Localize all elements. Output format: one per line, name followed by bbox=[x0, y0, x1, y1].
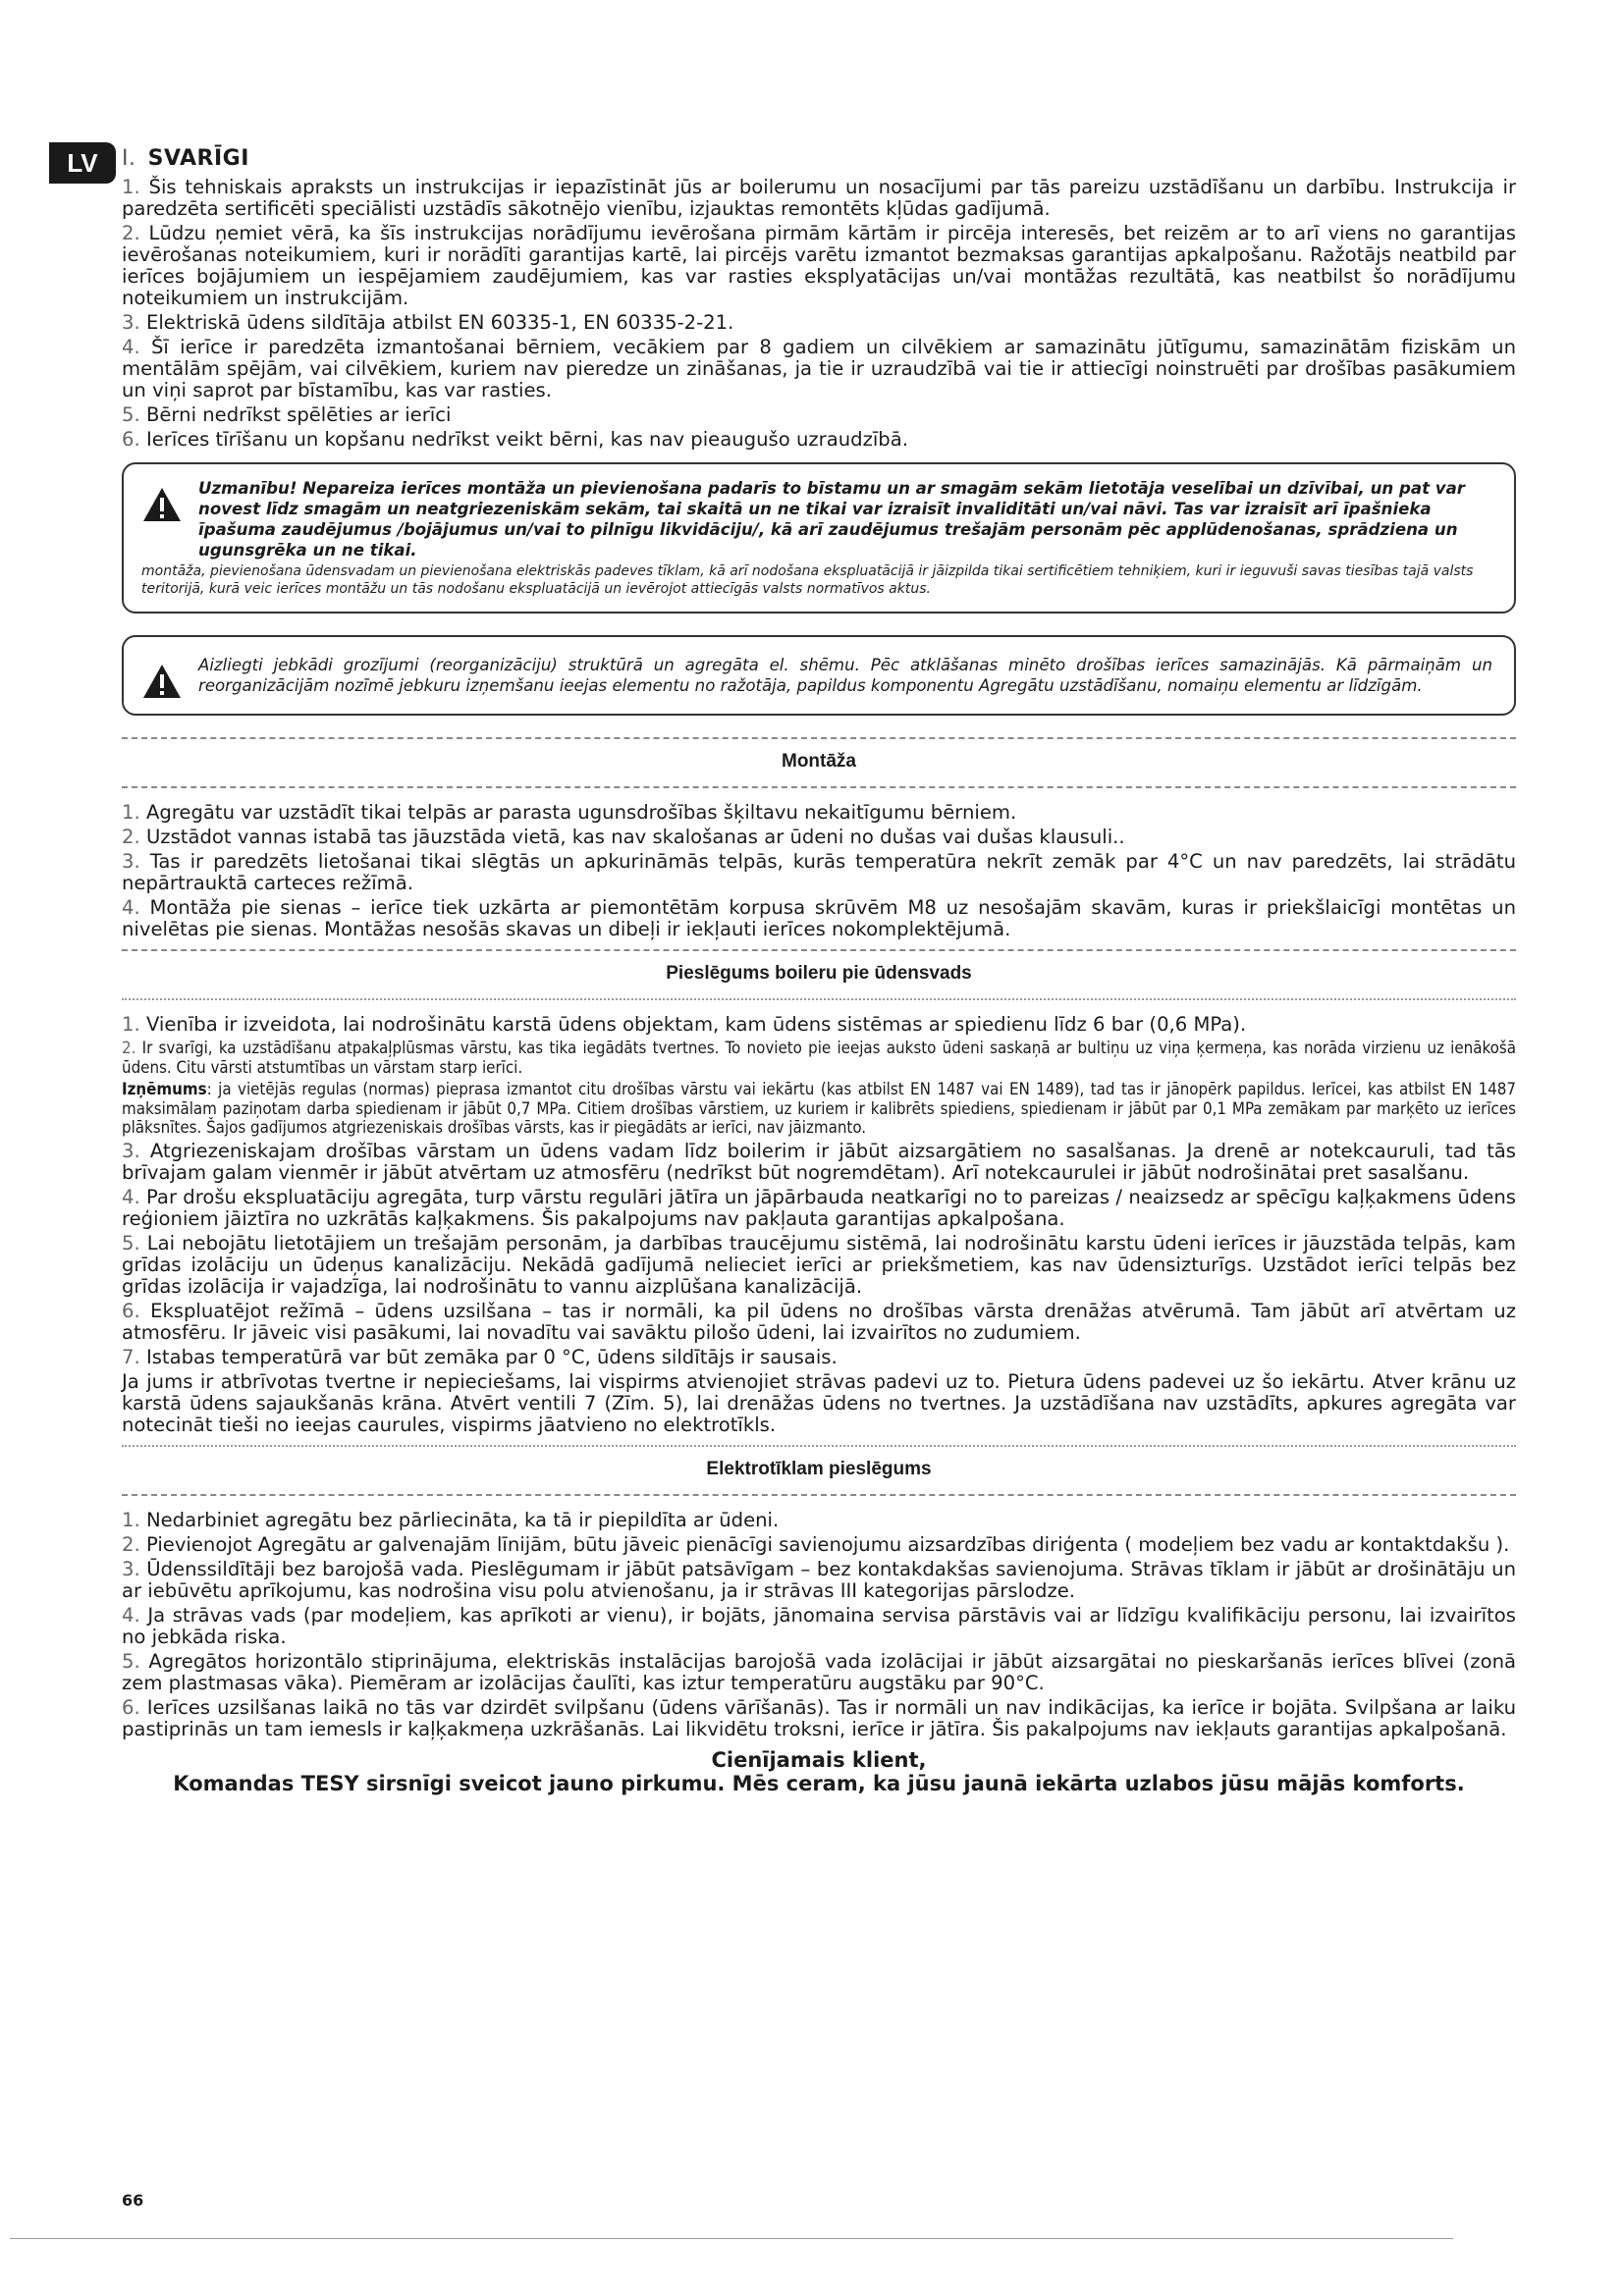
closing-greeting: Cienījamais klient, bbox=[711, 1747, 927, 1772]
item-text: Istabas temperatūrā var būt zemāka par 0 °C, ūdens sildītājs ir sausais. bbox=[145, 1345, 838, 1368]
item-number: 5. bbox=[122, 1649, 140, 1673]
item-number: 4. bbox=[122, 336, 140, 358]
list-item bbox=[122, 223, 1516, 309]
list-item bbox=[122, 897, 1516, 940]
list-item bbox=[122, 1534, 1516, 1556]
list-item bbox=[122, 404, 1516, 426]
heading-pieslegums: Pieslēgums boileru pie ūdensvads bbox=[666, 963, 972, 984]
heading-montaza: Montāža bbox=[782, 751, 856, 772]
item-text: Nedarbiniet agregātu bez pārliecināta, ka tā ir piepildīta ar ūdeni. bbox=[145, 1508, 780, 1531]
item-number: 4. bbox=[122, 896, 140, 919]
warning-triangle-icon bbox=[141, 663, 183, 700]
list-item bbox=[122, 802, 1516, 824]
list-item bbox=[122, 312, 1516, 334]
language-tab: LV bbox=[49, 142, 116, 184]
item-number: 4. bbox=[122, 1185, 140, 1208]
item-number: 2. bbox=[122, 1532, 140, 1556]
item-text: Lai nebojātu lietotājiem un trešajām personām, ja darbības traucējumu sistēmā, lai nodrošinātu karstu ūdeni ierīces ir jāuzstāda telpās, kam grīdas izolāciju un ūdeņus kanalizāciju. Nekādā gadījumā nelieciet ierīci ar priekšmetiem, kas nav ūdensizturīgs. Uzstādot ierīci telpās bez grīdas izolācija ir vajadzīga, lai nodrošinātu to vannu aizplūšana kanalizācijā. bbox=[122, 1231, 1516, 1298]
item-number: 6. bbox=[122, 1299, 140, 1322]
page-content bbox=[122, 142, 1516, 1795]
item-number: 1. bbox=[122, 176, 140, 198]
item-text: Šis tehniskais apraksts un instrukcijas ir iepazīstināt jūs ar boilerumu un nosacījumi par tās pareizu uzstādīšanu un darbību. Instrukcija ir paredzēta sertificēti speciālisti uzstādīs sākotnējo vienību, izjauktas remontēts kļūdas gadījumā. bbox=[122, 176, 1516, 220]
list-item bbox=[122, 1187, 1516, 1230]
item-text: Par drošu ekspluatāciju agregāta, turp vārstu regulāri jātīra un jāpārbauda neatkarīgi no to pareizas / neaizsedz ar spēcīgu kaļķakmens ūdens reģioniem jāiztīra no uzkrātās kaļķakmens. Šis pakalpojums nav pakļauta garantijas apkalpošana. bbox=[122, 1185, 1516, 1230]
item-text: Šī ierīce ir paredzēta izmantošanai bērniem, vecākiem par 8 gadiem un cilvēkiem ar samazinātu jūtīgumu, samazinātām fiziskām un mentālām spējām, vai cilvēkiem, kuriem nav pieredze un zināšanas, ja tie ir uzraudzībā vai tie ir attiecīgi noinstruēti par drošības pasākumiem un viņi saprot par bīstamību, kas var rasties. bbox=[122, 336, 1516, 401]
list-item bbox=[122, 1141, 1516, 1184]
warning-detail-text: montāža, pievienošana ūdensvadam un pievienošana elektriskās padeves tīklam, kā arī nodošana ekspluatācijā ir jāizpilda tikai sertificētiem tehniķiem, kuri ir ieguvuši savas tiesības tajā valsts teritorijā, kurā veic ierīces montāžu un tās nodošanu ekspluatācijā un ievērojot attiecīgās valsts normatīvos aktus. bbox=[141, 563, 1474, 597]
item-text: Lūdzu ņemiet vērā, ka šīs instrukcijas norādījumu ievērošana pirmām kārtām ir pircēja interesēs, bet reizēm ar to arī viens no garantijas ievērošanas noteikumiem, kuri ir norādīti garantijas kartē, lai pircējs varētu izmantot bezmaksas garantijas apkalpošanu. Ražotājs neatbild par ierīces bojājumiem un iespējamiem zaudējumiem, kas var rasties eksplуatācijas un/vai montāžas rezultātā, kas neatbilst šo norādījumu noteikumiem un instrukcijām. bbox=[122, 222, 1516, 309]
item-number: 6. bbox=[122, 428, 140, 451]
item-text: Tas ir paredzēts lietošanai tikai slēgtās un apkurināmās telpās, kurās temperatūra nekrīt zemāk par 4°C un nav paredzēts, lai strādātu nepārtrauktā carteces režīmā. bbox=[122, 850, 1516, 894]
item-number: 2. bbox=[122, 826, 140, 848]
item-text: Elektriskā ūdens sildītāja atbilst EN 60335-1, EN 60335-2-21. bbox=[145, 311, 734, 334]
heading-elektro: Elektrotīklam pieslēgums bbox=[706, 1458, 932, 1479]
list-item bbox=[122, 429, 1516, 451]
elektro-list bbox=[122, 1510, 1516, 1740]
important-list bbox=[122, 177, 1516, 451]
item-text: Uzstādot vannas istabā tas jāuzstāda vietā, kas nav skalošanas ar ūdeni no dušas vai dušas klausuli.. bbox=[145, 826, 1125, 848]
list-item bbox=[122, 827, 1516, 848]
item-text: Bērni nedrīkst spēlēties ar ierīci bbox=[145, 403, 452, 426]
closing-text: Komandas TESY sirsnīgi sveicot jauno pirkumu. Mēs ceram, ka jūsu jaunā iekārta uzlabos jūsu mājās komforts. bbox=[173, 1771, 1465, 1795]
item-text: Ierīces uzsilšanas laikā no tās var dzirdēt svilpšanu (ūdens vārīšanās). Tas ir normāli un nav indikācijas, ka ierīce ir bojāta. Svilpšana ar laiku pastiprinās un tam iemesls ir kaļķakmeņa uzkrāšanās. Lai likvidētu troksni, ierīce ir jātīra. Šis pakalpojums nav iekļauts garantijas apkalpošanā. bbox=[122, 1695, 1516, 1740]
section-title-important bbox=[122, 146, 1516, 171]
item-number: 5. bbox=[122, 403, 140, 426]
warning-strong-text: Uzmanību! Nepareiza ierīces montāža un pievienošana padarīs to bīstamu un ar smagām sekām lietotāja veselībai un dzīvībai, un pat var novest līdz smagām un neatgriezeniskām sekām, tai skaitā un ne tikai var izraisīt invaliditāti un/vai nāvi. Tas var izraisīt arī īpašnieka īpašuma zaudējumus /bojājumus un/vai to pilnīgu likvidāciju/, kā arī zaudējumus trešajām personām pēc applūdenošanas, sprādziena un ugunsgrēka un ne tikai. bbox=[198, 479, 1465, 560]
list-item bbox=[122, 1697, 1516, 1740]
item-text: Ierīces tīrīšanu un kopšanu nedrīkst veikt bērni, kas nav pieaugušo uzraudzībā. bbox=[145, 428, 908, 451]
item-number: 1. bbox=[122, 801, 140, 824]
list-item bbox=[122, 1039, 1516, 1077]
section-title-text: SVARĪGI bbox=[147, 146, 249, 171]
item-number: 2. bbox=[122, 1038, 136, 1057]
warning-box-installation bbox=[122, 462, 1516, 614]
item-number: 4. bbox=[122, 1603, 140, 1627]
item-number: 3. bbox=[122, 311, 140, 334]
footer-rule bbox=[10, 2238, 1453, 2239]
list-item bbox=[122, 337, 1516, 401]
list-item bbox=[122, 1605, 1516, 1648]
tail-paragraph: Ja jums ir atbrīvotas tvertne ir nepieciešams, lai vispirms atvienojiet strāvas padevi uz to. Pietura ūdens padevei uz šo iekārtu. Atver krānu uz karstā ūdens sajaukšanās krāna. Atvērt ventili 7 (Zīm. 5), lai drenāžas ūdens no tvertnes. Ja uzstādīšana nav uzstādīts, apkures agregāta var notecināt tieši no ieejas caurules, vispirms jāatvieno no elektrotīkls. bbox=[122, 1369, 1516, 1436]
item-number: 3. bbox=[122, 1139, 140, 1162]
item-text: Ir svarīgi, ka uzstādīšanu atpakaļplūsmas vārstu, kas tika iegādāts tvertnes. To novieto pie ieejas auksto ūdeni saskaņā ar bultiņu uz viņa ķermeņa, kas norāda virzienu uz ienākošā ūdens. Citu vārsti atstumtības un vārstam starp ierīci. bbox=[122, 1038, 1516, 1077]
list-item bbox=[122, 1233, 1516, 1298]
list-item bbox=[122, 1559, 1516, 1602]
item-number: 6. bbox=[122, 1695, 140, 1719]
item-text: Ja strāvas vads (par modeļiem, kas aprīkoti ar vienu), ir bojāts, jānomaina servisa pārstāvis vai ar līdzīgu kvalifikāciju personu, lai izvairītos no jebkāda riska. bbox=[122, 1603, 1516, 1648]
item-text: Agregātos horizontālo stiprinājuma, elektriskās instalācijas barojošā vada izolācijai ir jābūt aizsargātai no pieskaršanās ierīces blīvei (zonā zem plastmasas vāka). Piemēram ar izolācijas čaulīti, kas iztur temperatūru augstāku par 90°C. bbox=[122, 1649, 1516, 1694]
item-number: 1. bbox=[122, 1013, 140, 1036]
list-item bbox=[122, 1301, 1516, 1344]
item-text: Agregātu var uzstādīt tikai telpās ar parasta ugunsdrošības šķiltavu nekaitīgumu bērniem. bbox=[145, 801, 1017, 824]
item-text: Montāža pie sienas – ierīce tiek uzkārta ar piemontētām korpusa skrūvēm M8 uz nesošajām skavām, kuras ir priekšlaicīgi montētas un nivelētas pie sienas. Montāžas nesošās skavas un dibeļi ir iekļauti ierīces nokomplektējumā. bbox=[122, 896, 1516, 940]
item-text: Pievienojot Agregātu ar galvenajām līnijām, būtu jāveic pienācīgi savienojumu aizsardzības diriģenta ( modeļiem bez vadu ar kontaktdakšu ). bbox=[145, 1532, 1510, 1556]
item-number: 2. bbox=[122, 222, 140, 244]
warning-text: Aizliegti jebkādi grozījumi (reorganizāciju) struktūrā un agregāta el. shēmu. Pēc atklāšanas minēto drošības ierīces samazinājās. Kā pārmaiņām un reorganizācijām nozīmē jebkuru izņemšanu ieejas elementu no ražotāja, papildus komponentu Agregātu uzstādīšanu, nomaiņu elementu ar līdzīgām. bbox=[198, 656, 1492, 695]
page-number: 66 bbox=[122, 2191, 144, 2210]
list-item bbox=[122, 1014, 1516, 1036]
item-number: 3. bbox=[122, 1557, 140, 1580]
item-number: 3. bbox=[122, 850, 140, 873]
list-item bbox=[122, 177, 1516, 220]
item-text: Vienība ir izveidota, lai nodrošinātu karstā ūdens objektam, kam ūdens sistēmas ar spiedienu līdz 6 bar (0,6 MPa). bbox=[145, 1013, 1247, 1036]
list-item bbox=[122, 1510, 1516, 1531]
list-item bbox=[122, 851, 1516, 894]
item-text: Atgriezeniskajam drošības vārstam un ūdens vadam līdz boilerim ir jābūt aizsargātiem no sasalšanas. Ja drenē ar notekcauruli, tad tās brīvajam galam vienmēr ir jābūt atvērtam uz atmosfēru (nedrīkst būt nogremdētam). Arī notekcaurulei ir jābūt nodrošinātai pret sasalšanu. bbox=[122, 1139, 1516, 1184]
section-number: I. bbox=[122, 146, 136, 171]
item-number: 5. bbox=[122, 1231, 140, 1255]
exception-label: Izņēmums bbox=[122, 1079, 207, 1098]
item-text: Ekspluatējot režīmā – ūdens uzsilšana – tas ir normāli, ka pil ūdens no drošības vārsta drenāžas atvērumā. Tam jābūt arī atvērtam uz atmosfēru. Ir jāveic visi pasākumi, lai novadītu vai savāktu pilošo ūdeni, lai izvairītos no zudumiem. bbox=[122, 1299, 1516, 1344]
closing-message bbox=[122, 1748, 1516, 1795]
list-item bbox=[122, 1651, 1516, 1694]
montaza-list bbox=[122, 802, 1516, 940]
warning-triangle-icon bbox=[141, 486, 183, 523]
exception-paragraph bbox=[122, 1080, 1516, 1138]
pieslegums-list bbox=[122, 1014, 1516, 1436]
exception-text: : ja vietējās regulas (normas) pieprasa izmantot citu drošības vārstu vai iekārtu (kas atbilst EN 1487 vai EN 1489), tad tas ir jānopērk papildus. Ierīcei, kas atbilst EN 1487 maksimālam paziņotam darba spiedienam ir jābūt 0,7 MPa. Citiem drošības vārstiem, uz kuriem ir kalibrēts spiediens, spiedienam ir jābūt par 0,1 MPa zemākam par marķēto uz ierīces plāksnītes. Šajos gadījumos atgriezeniskais drošības vārsts, kas ir piegādāts ar ierīci, nav jāizmanto. bbox=[122, 1079, 1516, 1137]
item-number: 7. bbox=[122, 1345, 140, 1368]
list-item bbox=[122, 1347, 1516, 1368]
warning-box-modifications bbox=[122, 635, 1516, 716]
item-number: 1. bbox=[122, 1508, 140, 1531]
item-text: Ūdenssildītāji bez barojošā vada. Pieslēgumam ir jābūt patsāvīgam – bez kontakdakšas savienojuma. Strāvas tīklam ir jābūt ar drošinātāju un ar iebūvētu aprīkojumu, kas nodrošina visu polu atvienošanu, ja ir strāvas III kategorijas pārslodze. bbox=[122, 1557, 1516, 1602]
